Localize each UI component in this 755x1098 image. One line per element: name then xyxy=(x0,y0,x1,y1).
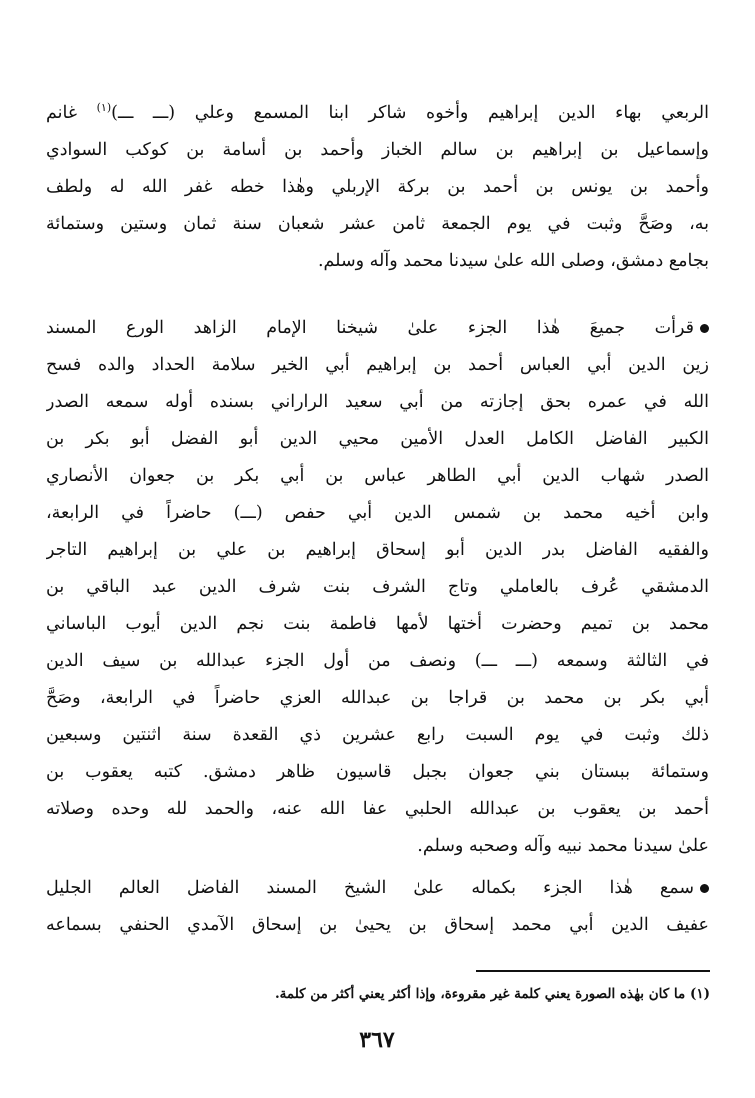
paragraph-line: الله في عمره بحق إجازته من أبي سعيد الراراني بسنده أوله سمعه الصدر xyxy=(46,392,709,412)
bullet-icon xyxy=(700,324,709,333)
paragraph-line: محمد بن تميم وحضرت أختها لأمها فاطمة بنت نجم الدين أيوب الباساني xyxy=(46,614,709,634)
paragraph-line: زين الدين أبي العباس أحمد بن إبراهيم أبي الخير سلامة الحداد والده فسح xyxy=(46,355,709,375)
paragraph-line: وأحمد بن يونس بن أحمد بن بركة الإربلي وهٰذا خطه غفر الله له ولطف xyxy=(46,177,709,197)
paragraph-1 xyxy=(46,95,709,280)
footnote-reference: (١) xyxy=(96,101,112,115)
paragraph-line: الصدر شهاب الدين أبي الطاهر عباس بن أبي بكر بن جعوان الأنصاري xyxy=(46,466,709,486)
paragraph-3 xyxy=(46,870,709,944)
footnote-divider xyxy=(476,970,710,972)
paragraph-line: أحمد بن يعقوب بن عبدالله الحلبي عفا الله عنه، والحمد لله وحده وصلاته xyxy=(46,799,709,819)
paragraph-line: في الثالثة وسمعه (ـــ ـــ) ونصف من أول الجزء عبدالله بن سيف الدين xyxy=(46,651,709,671)
paragraph-line: الربعي بهاء الدين إبراهيم وأخوه شاكر ابنا المسمع وعلي (ـــ ـــ)$^{(١)}$ غانم xyxy=(46,101,709,123)
paragraph-line: سمع هٰذا الجزء بكماله علىٰ الشيخ المسند الفاضل العالم الجليل xyxy=(46,870,709,907)
paragraph-line: وستمائة ببستان بني جعوان بجبل قاسيون ظاهر دمشق. كتبه يعقوب بن xyxy=(46,762,709,782)
footnote: (١) ما كان بهٰذه الصورة يعني كلمة غير مقروءة، وإذا أكثر يعني أكثر من كلمة. xyxy=(274,986,710,1002)
paragraph-line: أبي بكر بن محمد بن قراجا بن عبدالله العزي حاضراً في الرابعة، وصَحَّ xyxy=(46,688,709,708)
paragraph-line: الدمشقي عُرف بالعاملي وتاج الشرف بنت شرف الدين عبد الباقي بن xyxy=(46,577,709,597)
paragraph-line: قرأت جميعَ هٰذا الجزء علىٰ شيخنا الإمام الزاهد الورع المسند xyxy=(46,310,709,347)
paragraph-line: ذلك وثبت في يوم السبت رابع عشرين ذي القعدة سنة اثنتين وسبعين xyxy=(46,725,709,745)
paragraph-line: وإسماعيل بن إبراهيم بن سالم الخباز وأحمد بن أسامة بن كوكب السوادي xyxy=(46,140,709,160)
paragraph-line: الكبير الفاضل الكامل العدل الأمين محيي الدين أبو الفضل أبو بكر بن xyxy=(46,429,709,449)
paragraph-line: وابن أخيه محمد بن شمس الدين أبي حفص (ـــ) حاضراً في الرابعة، xyxy=(46,503,709,523)
page-number: ٣٦٧ xyxy=(359,1027,395,1053)
paragraph-line: به، وصَحَّ وثبت في يوم الجمعة ثامن عشر شعبان سنة ثمان وستين وستمائة xyxy=(46,214,709,234)
paragraph-2 xyxy=(46,310,709,865)
paragraph-line: عفيف الدين أبي محمد إسحاق بن يحيىٰ بن إسحاق الآمدي الحنفي بسماعه xyxy=(46,915,709,935)
bullet-icon xyxy=(700,884,709,893)
paragraph-line: والفقيه الفاضل بدر الدين أبو إسحاق إبراهيم بن علي بن إبراهيم التاجر xyxy=(46,540,709,560)
paragraph-line: بجامع دمشق، وصلى الله علىٰ سيدنا محمد وآله وسلم. xyxy=(317,251,709,271)
paragraph-line: علىٰ سيدنا محمد نبيه وآله وصحبه وسلم. xyxy=(417,836,709,856)
